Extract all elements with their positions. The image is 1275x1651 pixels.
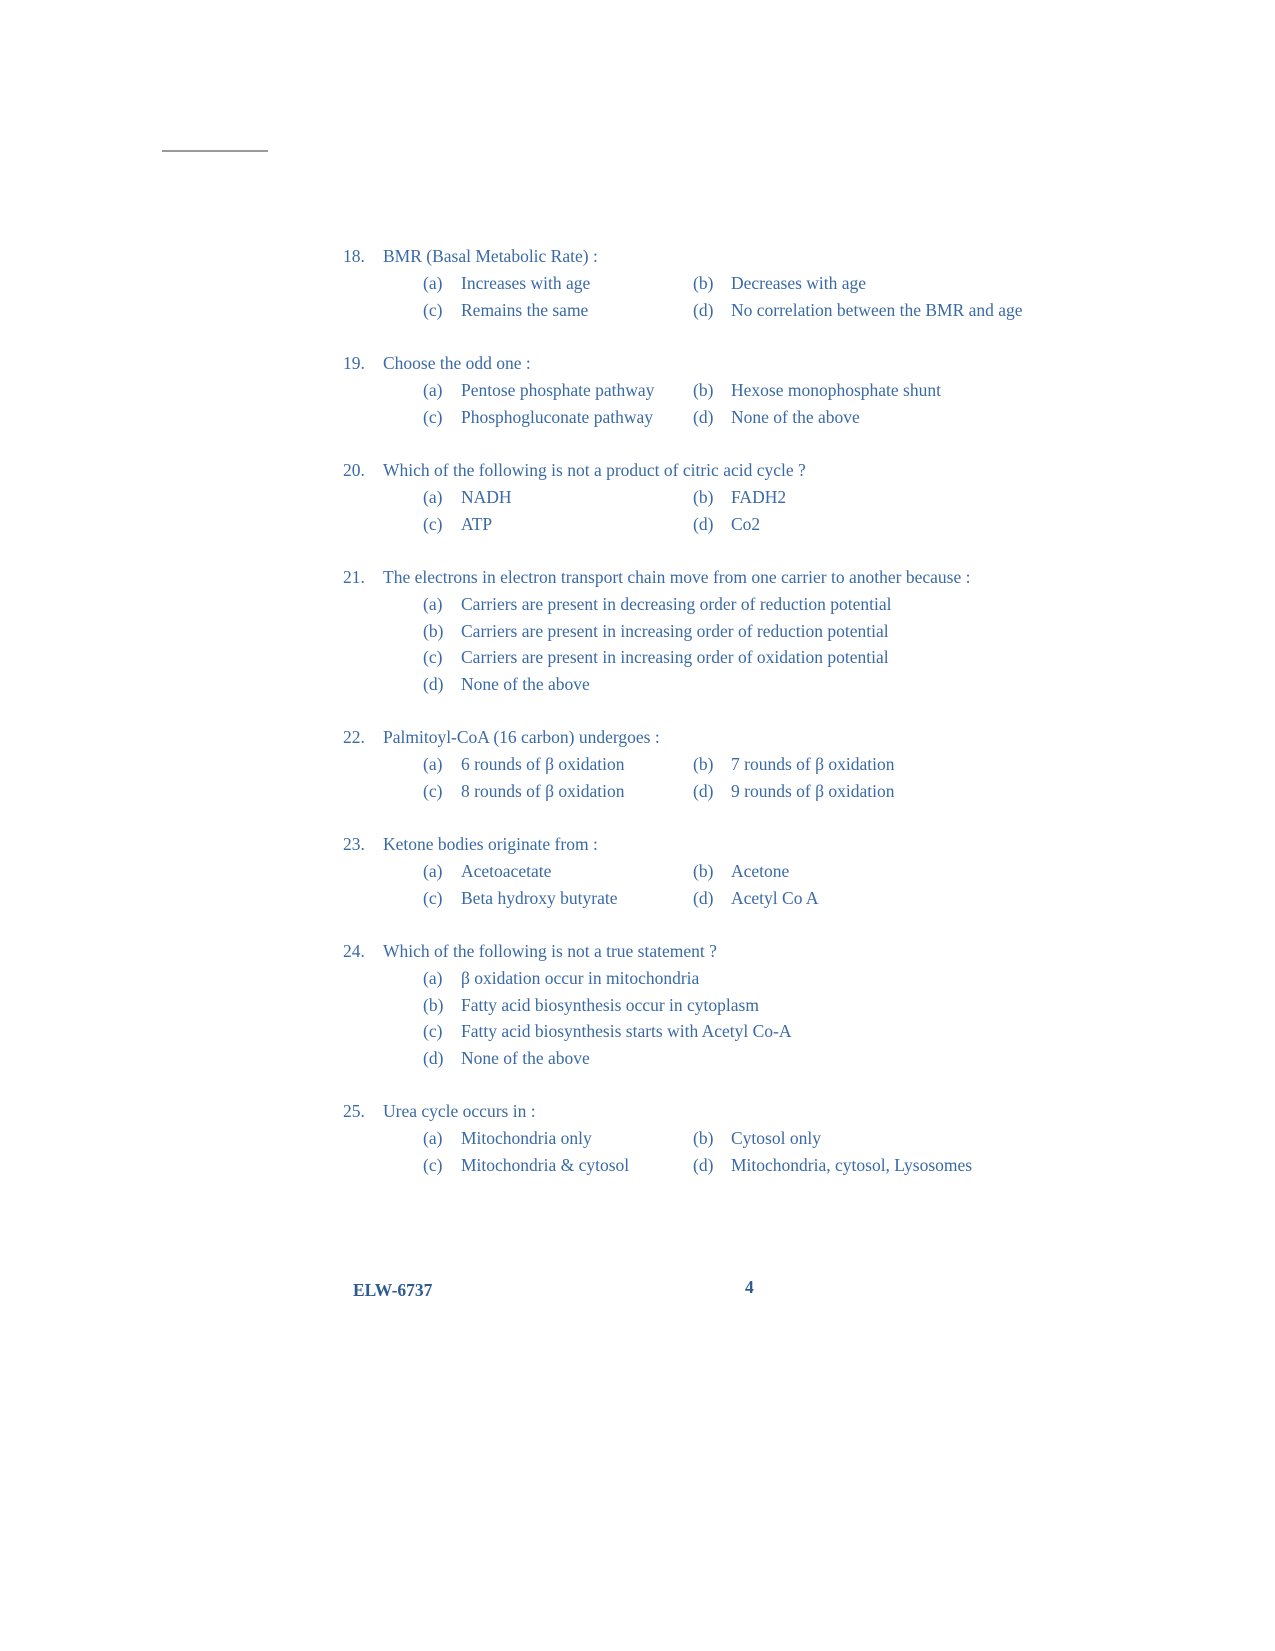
question-text: The electrons in electron transport chain move from one carrier to another because : [383,567,971,587]
question-stem [343,1098,1143,1125]
option-c [423,511,693,538]
question-number: 21. [343,567,365,587]
question-text: Palmitoyl-CoA (16 carbon) undergoes : [383,727,660,747]
option-b [693,484,1053,511]
question-25 [343,1098,1143,1178]
question-text: Which of the following is not a product of citric acid cycle ? [383,460,806,480]
question-24 [343,938,1143,1071]
question-stem [343,831,1143,858]
page-number: 4 [745,1277,754,1297]
option-label: (a) [423,380,443,400]
option-label: (d) [693,299,714,320]
option-c [423,404,693,431]
option-label: (b) [693,487,714,507]
option-label: (c) [423,647,443,667]
option-b [693,377,1053,404]
option-d [693,511,1053,538]
option-label: (d) [693,1154,714,1175]
question-stem [343,350,1143,377]
option-label: (c) [423,1154,443,1175]
option-text: None of the above [731,406,860,427]
question-number: 18. [343,246,365,266]
question-number: 20. [343,460,365,480]
option-text: Beta hydroxy butyrate [461,887,618,908]
option-text: NADH [461,487,512,507]
option-a [423,484,693,511]
option-a [423,270,693,297]
question-23 [343,831,1143,911]
option-text: Acetone [731,861,790,881]
options [423,484,1143,537]
option-label: (a) [423,861,443,881]
question-text: Choose the odd one : [383,353,531,373]
option-label: (a) [423,487,443,507]
option-label: (b) [693,1128,714,1148]
option-c [423,297,693,324]
option-text: Cytosol only [731,1128,821,1148]
option-a [423,858,693,885]
option-label: (b) [693,861,714,881]
paper-code: ELW-6737 [353,1280,433,1300]
option-a [423,1125,693,1152]
question-number: 22. [343,727,365,747]
option-c [423,644,1143,671]
options [423,270,1143,323]
option-label: (d) [423,1047,444,1068]
options [423,1125,1143,1178]
option-b [693,751,1053,778]
question-stem [343,243,1143,270]
option-d [693,778,1053,805]
option-text: Carriers are present in increasing order of oxidation potential [461,647,889,667]
question-18 [343,243,1143,323]
question-20 [343,457,1143,537]
option-text: Mitochondria only [461,1128,592,1148]
option-label: (c) [423,513,443,534]
option-b [693,270,1053,297]
option-text: Phosphogluconate pathway [461,406,653,427]
option-text: Mitochondria, cytosol, Lysosomes [731,1154,973,1175]
question-text: BMR (Basal Metabolic Rate) : [383,246,598,266]
options [423,858,1143,911]
question-22 [343,724,1143,804]
question-stem [343,564,1143,591]
option-c [423,885,693,912]
option-label: (d) [693,406,714,427]
question-number: 25. [343,1101,365,1121]
question-21 [343,564,1143,697]
option-label: (a) [423,1128,443,1148]
options [423,965,1143,1071]
option-label: (b) [693,273,714,293]
option-text: Co2 [731,513,761,534]
option-label: (a) [423,594,443,614]
option-c [423,1152,693,1179]
option-text: β oxidation occur in mitochondria [461,968,700,988]
option-text: FADH2 [731,487,787,507]
option-label: (c) [423,406,443,427]
option-text: Decreases with age [731,273,867,293]
option-label: (b) [423,620,444,641]
option-a [423,377,693,404]
option-label: (c) [423,887,443,908]
option-a [423,965,1143,992]
option-text: Fatty acid biosynthesis starts with Acetyl Co-A [461,1021,792,1041]
question-list [343,243,1143,1205]
question-stem [343,938,1143,965]
question-19 [343,350,1143,430]
option-b [423,618,1143,645]
option-b [423,992,1143,1019]
option-text: None of the above [461,673,590,694]
option-text: Increases with age [461,273,591,293]
option-text: No correlation between the BMR and age [731,299,1023,320]
option-text: 9 rounds of β oxidation [731,780,895,801]
option-label: (a) [423,754,443,774]
options [423,591,1143,697]
option-text: Remains the same [461,299,589,320]
option-label: (d) [693,887,714,908]
option-text: None of the above [461,1047,590,1068]
option-text: Fatty acid biosynthesis occur in cytoplasm [461,994,759,1015]
option-text: ATP [461,513,493,534]
option-label: (b) [693,754,714,774]
option-a [423,591,1143,618]
option-text: Pentose phosphate pathway [461,380,655,400]
option-d [693,404,1053,431]
option-label: (a) [423,968,443,988]
option-label: (c) [423,299,443,320]
question-number: 24. [343,941,365,961]
option-text: Hexose monophosphate shunt [731,380,941,400]
question-text: Which of the following is not a true statement ? [383,941,717,961]
question-text: Ketone bodies originate from : [383,834,598,854]
option-d [423,1045,1143,1072]
option-b [693,1125,1053,1152]
question-stem [343,457,1143,484]
option-text: 8 rounds of β oxidation [461,780,625,801]
option-label: (d) [423,673,444,694]
option-text: Acetyl Co A [731,887,819,908]
option-label: (b) [693,380,714,400]
option-d [693,885,1053,912]
option-b [693,858,1053,885]
options [423,751,1143,804]
option-text: Acetoacetate [461,861,552,881]
option-d [693,1152,1053,1179]
option-d [693,297,1053,324]
option-label: (b) [423,994,444,1015]
option-d [423,671,1143,698]
option-text: Carriers are present in decreasing order of reduction potential [461,594,892,614]
option-c [423,778,693,805]
option-label: (a) [423,273,443,293]
question-number: 23. [343,834,365,854]
option-text: 6 rounds of β oxidation [461,754,625,774]
option-label: (c) [423,1021,443,1041]
question-stem [343,724,1143,751]
question-number: 19. [343,353,365,373]
option-label: (c) [423,780,443,801]
option-text: Mitochondria & cytosol [461,1154,630,1175]
options [423,377,1143,430]
top-rule [162,150,268,152]
option-label: (d) [693,780,714,801]
option-a [423,751,693,778]
option-label: (d) [693,513,714,534]
option-c [423,1018,1143,1045]
option-text: Carriers are present in increasing order of reduction potential [461,620,889,641]
question-text: Urea cycle occurs in : [383,1101,536,1121]
option-text: 7 rounds of β oxidation [731,754,895,774]
